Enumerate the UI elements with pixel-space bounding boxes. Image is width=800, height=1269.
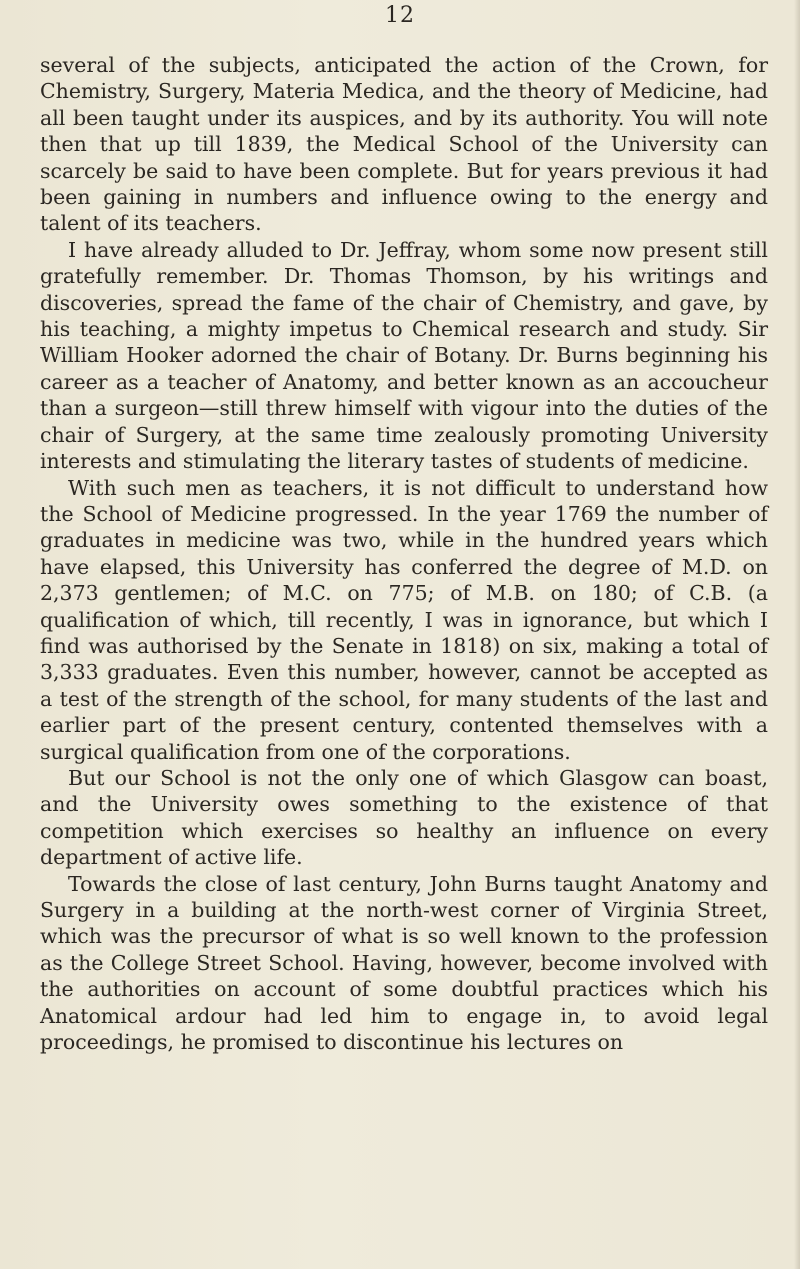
page-edge-shadow <box>794 0 800 1269</box>
body-text <box>40 52 768 1055</box>
paragraph-competition: But our School is not the only one of which Glasgow can boast, and the University owes something to the existence of that competition which exercises so healthy an influence on every department of active life. <box>40 765 768 870</box>
paragraph-graduates: With such men as teachers, it is not difficult to understand how the School of Medicine progressed. In the year 1769 the number of graduates in medicine was two, while in the hundred years which have elapsed, this University has conferred the degree of M.D. on 2,373 gentlemen; of M.C. on 775; of M.B. on 180; of C.B. (a qualification of which, till recently, I was in ignorance, but which I find was authorised by the Senate in 1818) on six, making a total of 3,333 graduates. Even this number, however, cannot be accepted as a test of the strength of the school, for many students of the last and earlier part of the present century, contented themselves with a surgical qualification from one of the corporations. <box>40 475 768 764</box>
paragraph-teachers: I have already alluded to Dr. Jeffray, whom some now present still gratefully remember. Dr. Thomas Thomson, by his writings and discoveries, spread the fame of the chair of Chemistry, and gave, by his teaching, a mighty impetus to Chemical research and study. Sir William Hooker adorned the chair of Botany. Dr. Burns beginning his career as a teacher of Anatomy, and better known as an accoucheur than a surgeon—still threw himself with vigour into the duties of the chair of Surgery, at the same time zealously promoting University interests and stimulating the literary tastes of students of medicine. <box>40 237 768 474</box>
paragraph-continued: several of the subjects, anticipated the action of the Crown, for Chemistry, Surgery, Materia Medica, and the theory of Medicine, had all been taught under its auspices, and by its authority. You will note then that up till 1839, the Medical School of the University can scarcely be said to have been complete. But for years previous it had been gaining in numbers and influence owing to the energy and talent of its teachers. <box>40 53 768 236</box>
page-number: 12 <box>385 3 415 28</box>
paragraph-john-burns: Towards the close of last century, John Burns taught Anatomy and Surgery in a building at the north-west corner of Virginia Street, which was the precursor of what is so well known to the profession as the College Street School. Having, however, become involved with the authorities on account of some doubtful practices which his Anatomical ardour had led him to engage in, to avoid legal proceedings, he promised to discontinue his lectures on <box>40 871 768 1055</box>
